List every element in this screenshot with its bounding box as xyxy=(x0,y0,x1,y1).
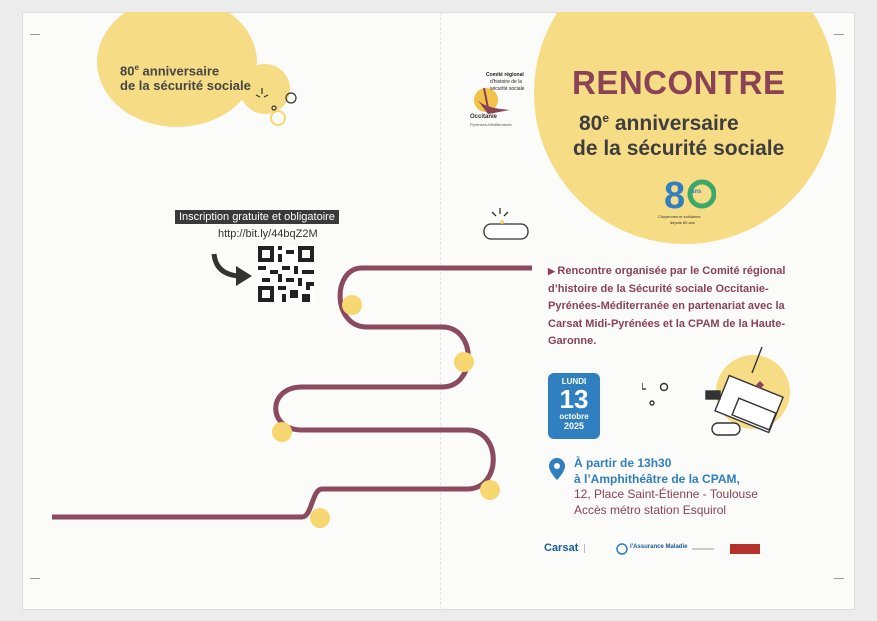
description-block xyxy=(548,263,785,351)
timeline-dot xyxy=(272,422,292,442)
crop-mark xyxy=(834,34,844,35)
date-year: 2025 xyxy=(563,421,585,431)
date-day-name: LUNDI xyxy=(561,377,587,386)
org-logo-region: Occitanie xyxy=(470,114,498,120)
timeline-dot xyxy=(454,352,474,372)
assurance-maladie-icon xyxy=(616,543,628,555)
timeline-dot xyxy=(310,508,330,528)
org-logo-line1: Comité régional xyxy=(486,72,524,78)
left-anniversary-title: 80e anniversaire de la sécurité sociale xyxy=(120,63,251,94)
description-line: d’histoire de la Sécurité sociale Occitanie- xyxy=(548,282,769,295)
event-subtitle: 80e anniversaire de la sécurité sociale xyxy=(573,111,785,160)
partner-red-logo xyxy=(730,544,760,554)
location-block xyxy=(574,456,758,518)
date-day: 13 xyxy=(559,384,589,414)
crop-mark xyxy=(30,34,40,35)
inscription-label: Inscription gratuite et obligatoire xyxy=(175,210,339,224)
flyer-sheet xyxy=(22,12,855,610)
inscription-url[interactable]: http://bit.ly/44bqZ2M xyxy=(218,228,318,240)
location-pin-icon xyxy=(549,458,565,480)
logo-80-caption1: Citoyennes et solidaires xyxy=(658,214,701,219)
location-venue: à l’Amphithéâtre de la CPAM, xyxy=(574,471,740,486)
org-logo xyxy=(470,72,540,130)
logo-80-caption2: depuis 80 ans xyxy=(670,220,695,225)
partner-extra-mark xyxy=(692,548,714,550)
partner-carsat-mark xyxy=(584,544,595,553)
org-logo-line3: sécurité sociale xyxy=(490,86,525,92)
description-line: Garonne. xyxy=(548,335,597,347)
event-title: RENCONTRE xyxy=(572,64,786,101)
logo-80-ans xyxy=(658,174,722,230)
partner-carsat-logo: Carsat xyxy=(544,542,579,554)
logo-80-sub: ans xyxy=(691,189,702,195)
location-time: À partir de 13h30 xyxy=(574,456,672,470)
logo-80-icon xyxy=(664,174,716,214)
location-address: 12, Place Saint-Étienne - Toulouse xyxy=(574,487,758,501)
location-metro: Accès métro station Esquirol xyxy=(574,502,727,517)
speech-bubble-icon xyxy=(480,206,536,246)
org-logo-line2: d'histoire de la xyxy=(490,79,523,85)
partners-bar xyxy=(544,540,834,560)
crop-mark xyxy=(834,578,844,579)
description-line: Pyrénées-Méditerranée en partenariat avec la xyxy=(548,300,785,312)
description-line: Carsat Midi-Pyrénées et la CPAM de la Haute- xyxy=(548,317,785,330)
description-line: ▶ Rencontre organisée par le Comité régional xyxy=(548,265,786,277)
svg-text:8: 8 xyxy=(664,175,686,214)
timeline-dot xyxy=(480,480,500,500)
date-badge xyxy=(548,373,600,439)
partner-assurance-logo: l'Assurance Maladie xyxy=(630,544,688,550)
date-month: octobre xyxy=(559,412,589,421)
timeline-dot xyxy=(342,295,362,315)
laptop-illustration xyxy=(642,345,792,455)
org-logo-region-sub: Pyrénées-Méditerranée xyxy=(470,122,512,127)
crop-mark xyxy=(30,578,40,579)
